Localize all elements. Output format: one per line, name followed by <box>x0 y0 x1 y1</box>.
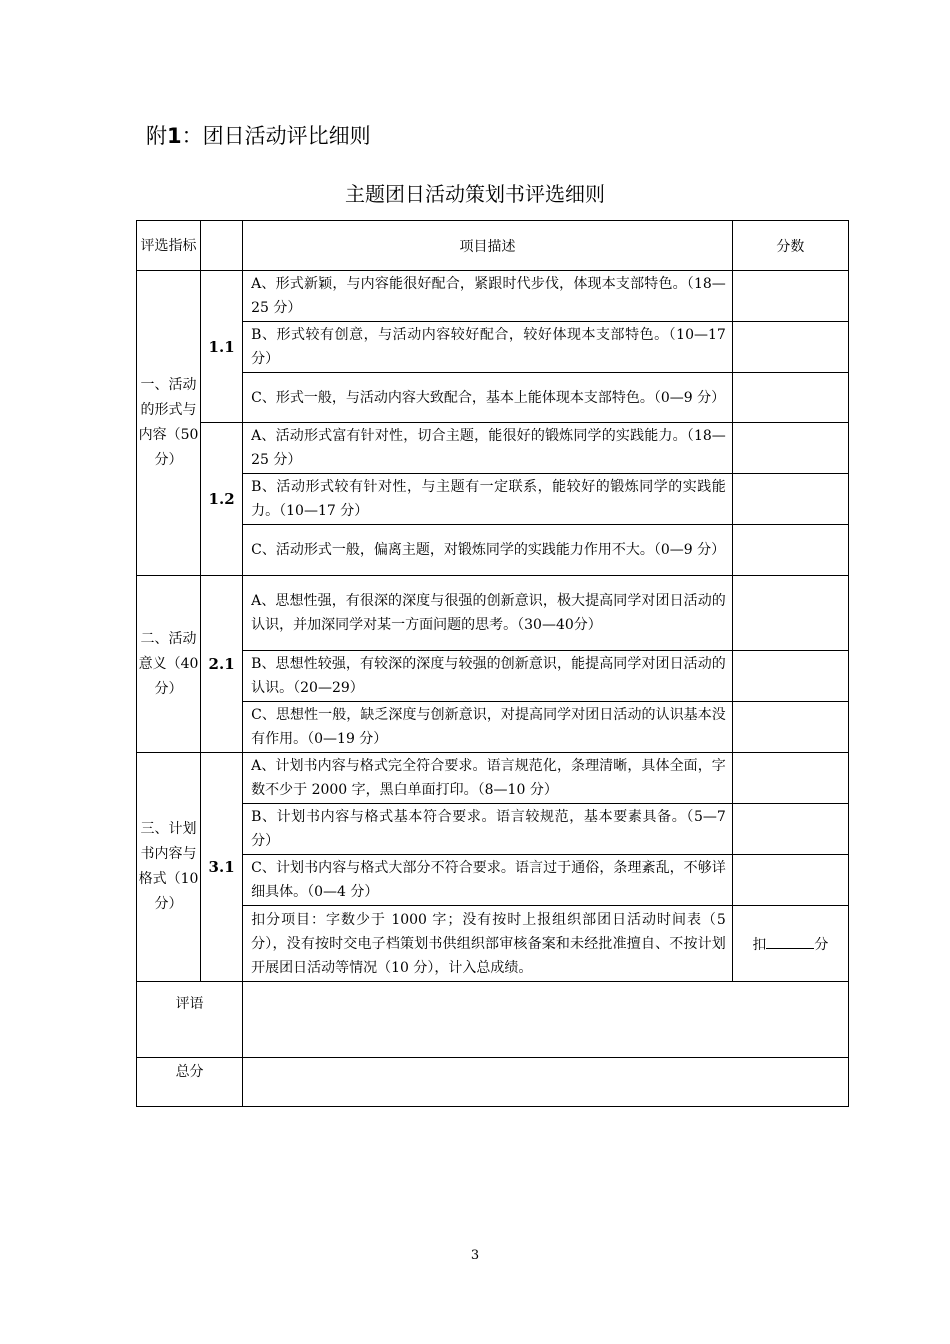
deduction-blank[interactable] <box>766 934 814 949</box>
table-row <box>137 474 849 525</box>
criterion-text: C、思想性一般，缺乏深度与创新意识，对提高同学对团日活动的认识基本没有作用。（0—19 分） <box>243 702 733 753</box>
criterion-text: A、活动形式富有针对性，切合主题，能很好的锻炼同学的实践能力。（18—25 分） <box>243 423 733 474</box>
table-row <box>137 322 849 373</box>
table-row <box>137 906 849 982</box>
deduction-score-cell[interactable] <box>732 906 848 982</box>
group-code: 2.1 <box>201 576 243 753</box>
section-label: 一、活动的形式与内容（50分） <box>137 271 201 576</box>
page-title: 主题团日活动策划书评选细则 <box>345 182 605 206</box>
total-row <box>137 1058 849 1107</box>
score-cell[interactable] <box>732 525 848 576</box>
section-label: 二、活动意义（40分） <box>137 576 201 753</box>
heading-text: ：团日活动评比细则 <box>181 124 371 148</box>
criterion-text: B、思想性较强，有较深的深度与较强的创新意识，能提高同学对团日活动的认识。（20—29） <box>243 651 733 702</box>
deduction-prefix: 扣 <box>752 936 767 953</box>
header-score: 分数 <box>732 221 848 271</box>
total-label: 总分 <box>137 1058 243 1107</box>
criterion-text: C、计划书内容与格式大部分不符合要求。语言过于通俗，条理紊乱，不够详细具体。（0—4 分） <box>243 855 733 906</box>
comment-cell[interactable] <box>243 982 849 1058</box>
header-indicator: 评选指标 <box>137 221 201 271</box>
table-row <box>137 271 849 322</box>
score-cell[interactable] <box>732 651 848 702</box>
deduction-text: 扣分项目：字数少于 1000 字；没有按时上报组织部团日活动时间表（5 分），没有按时交电子档策划书供组织部审核备案和未经批准擅自、不按计划开展团日活动等情况（10 分），计入总成绩。 <box>243 906 733 982</box>
appendix-heading <box>146 120 371 150</box>
comment-label: 评语 <box>137 982 243 1058</box>
score-cell[interactable] <box>732 576 848 651</box>
score-cell[interactable] <box>732 423 848 474</box>
criterion-text: B、活动形式较有针对性，与主题有一定联系，能较好的锻炼同学的实践能力。（10—17 分） <box>243 474 733 525</box>
score-cell[interactable] <box>732 474 848 525</box>
heading-number: 1 <box>167 124 182 148</box>
table-row <box>137 423 849 474</box>
criterion-text: A、计划书内容与格式完全符合要求。语言规范化，条理清晰，具体全面，字数不少于 2000 字，黑白单面打印。（8—10 分） <box>243 753 733 804</box>
score-cell[interactable] <box>732 702 848 753</box>
header-blank <box>201 221 243 271</box>
group-code: 1.2 <box>201 423 243 576</box>
comment-row <box>137 982 849 1058</box>
score-cell[interactable] <box>732 271 848 322</box>
score-cell[interactable] <box>732 804 848 855</box>
score-cell[interactable] <box>732 753 848 804</box>
group-code: 3.1 <box>201 753 243 982</box>
score-cell[interactable] <box>732 322 848 373</box>
table-row <box>137 525 849 576</box>
table-row <box>137 855 849 906</box>
criterion-text: A、形式新颖，与内容能很好配合，紧跟时代步伐，体现本支部特色。（18—25 分） <box>243 271 733 322</box>
heading-prefix: 附 <box>146 124 167 148</box>
table-row <box>137 702 849 753</box>
section-label: 三、计划书内容与格式（10分） <box>137 753 201 982</box>
table-row <box>137 651 849 702</box>
score-cell[interactable] <box>732 373 848 423</box>
score-cell[interactable] <box>732 855 848 906</box>
criterion-text: B、形式较有创意，与活动内容较好配合，较好体现本支部特色。（10—17 分） <box>243 322 733 373</box>
criterion-text: C、形式一般，与活动内容大致配合，基本上能体现本支部特色。（0—9 分） <box>243 373 733 423</box>
page-number: 3 <box>470 1248 480 1263</box>
criteria-table <box>136 220 849 1107</box>
table-row <box>137 804 849 855</box>
group-code: 1.1 <box>201 271 243 423</box>
total-cell[interactable] <box>243 1058 849 1107</box>
header-description: 项目描述 <box>243 221 733 271</box>
header-row <box>137 221 849 271</box>
criterion-text: B、计划书内容与格式基本符合要求。语言较规范，基本要素具备。（5—7 分） <box>243 804 733 855</box>
table-row <box>137 576 849 651</box>
criterion-text: A、思想性强，有很深的深度与很强的创新意识，极大提高同学对团日活动的认识，并加深同学对某一方面问题的思考。（30—40分） <box>243 576 733 651</box>
table-row <box>137 753 849 804</box>
deduction-suffix: 分 <box>814 936 829 953</box>
table-row <box>137 373 849 423</box>
criterion-text: C、活动形式一般，偏离主题，对锻炼同学的实践能力作用不大。（0—9 分） <box>243 525 733 576</box>
